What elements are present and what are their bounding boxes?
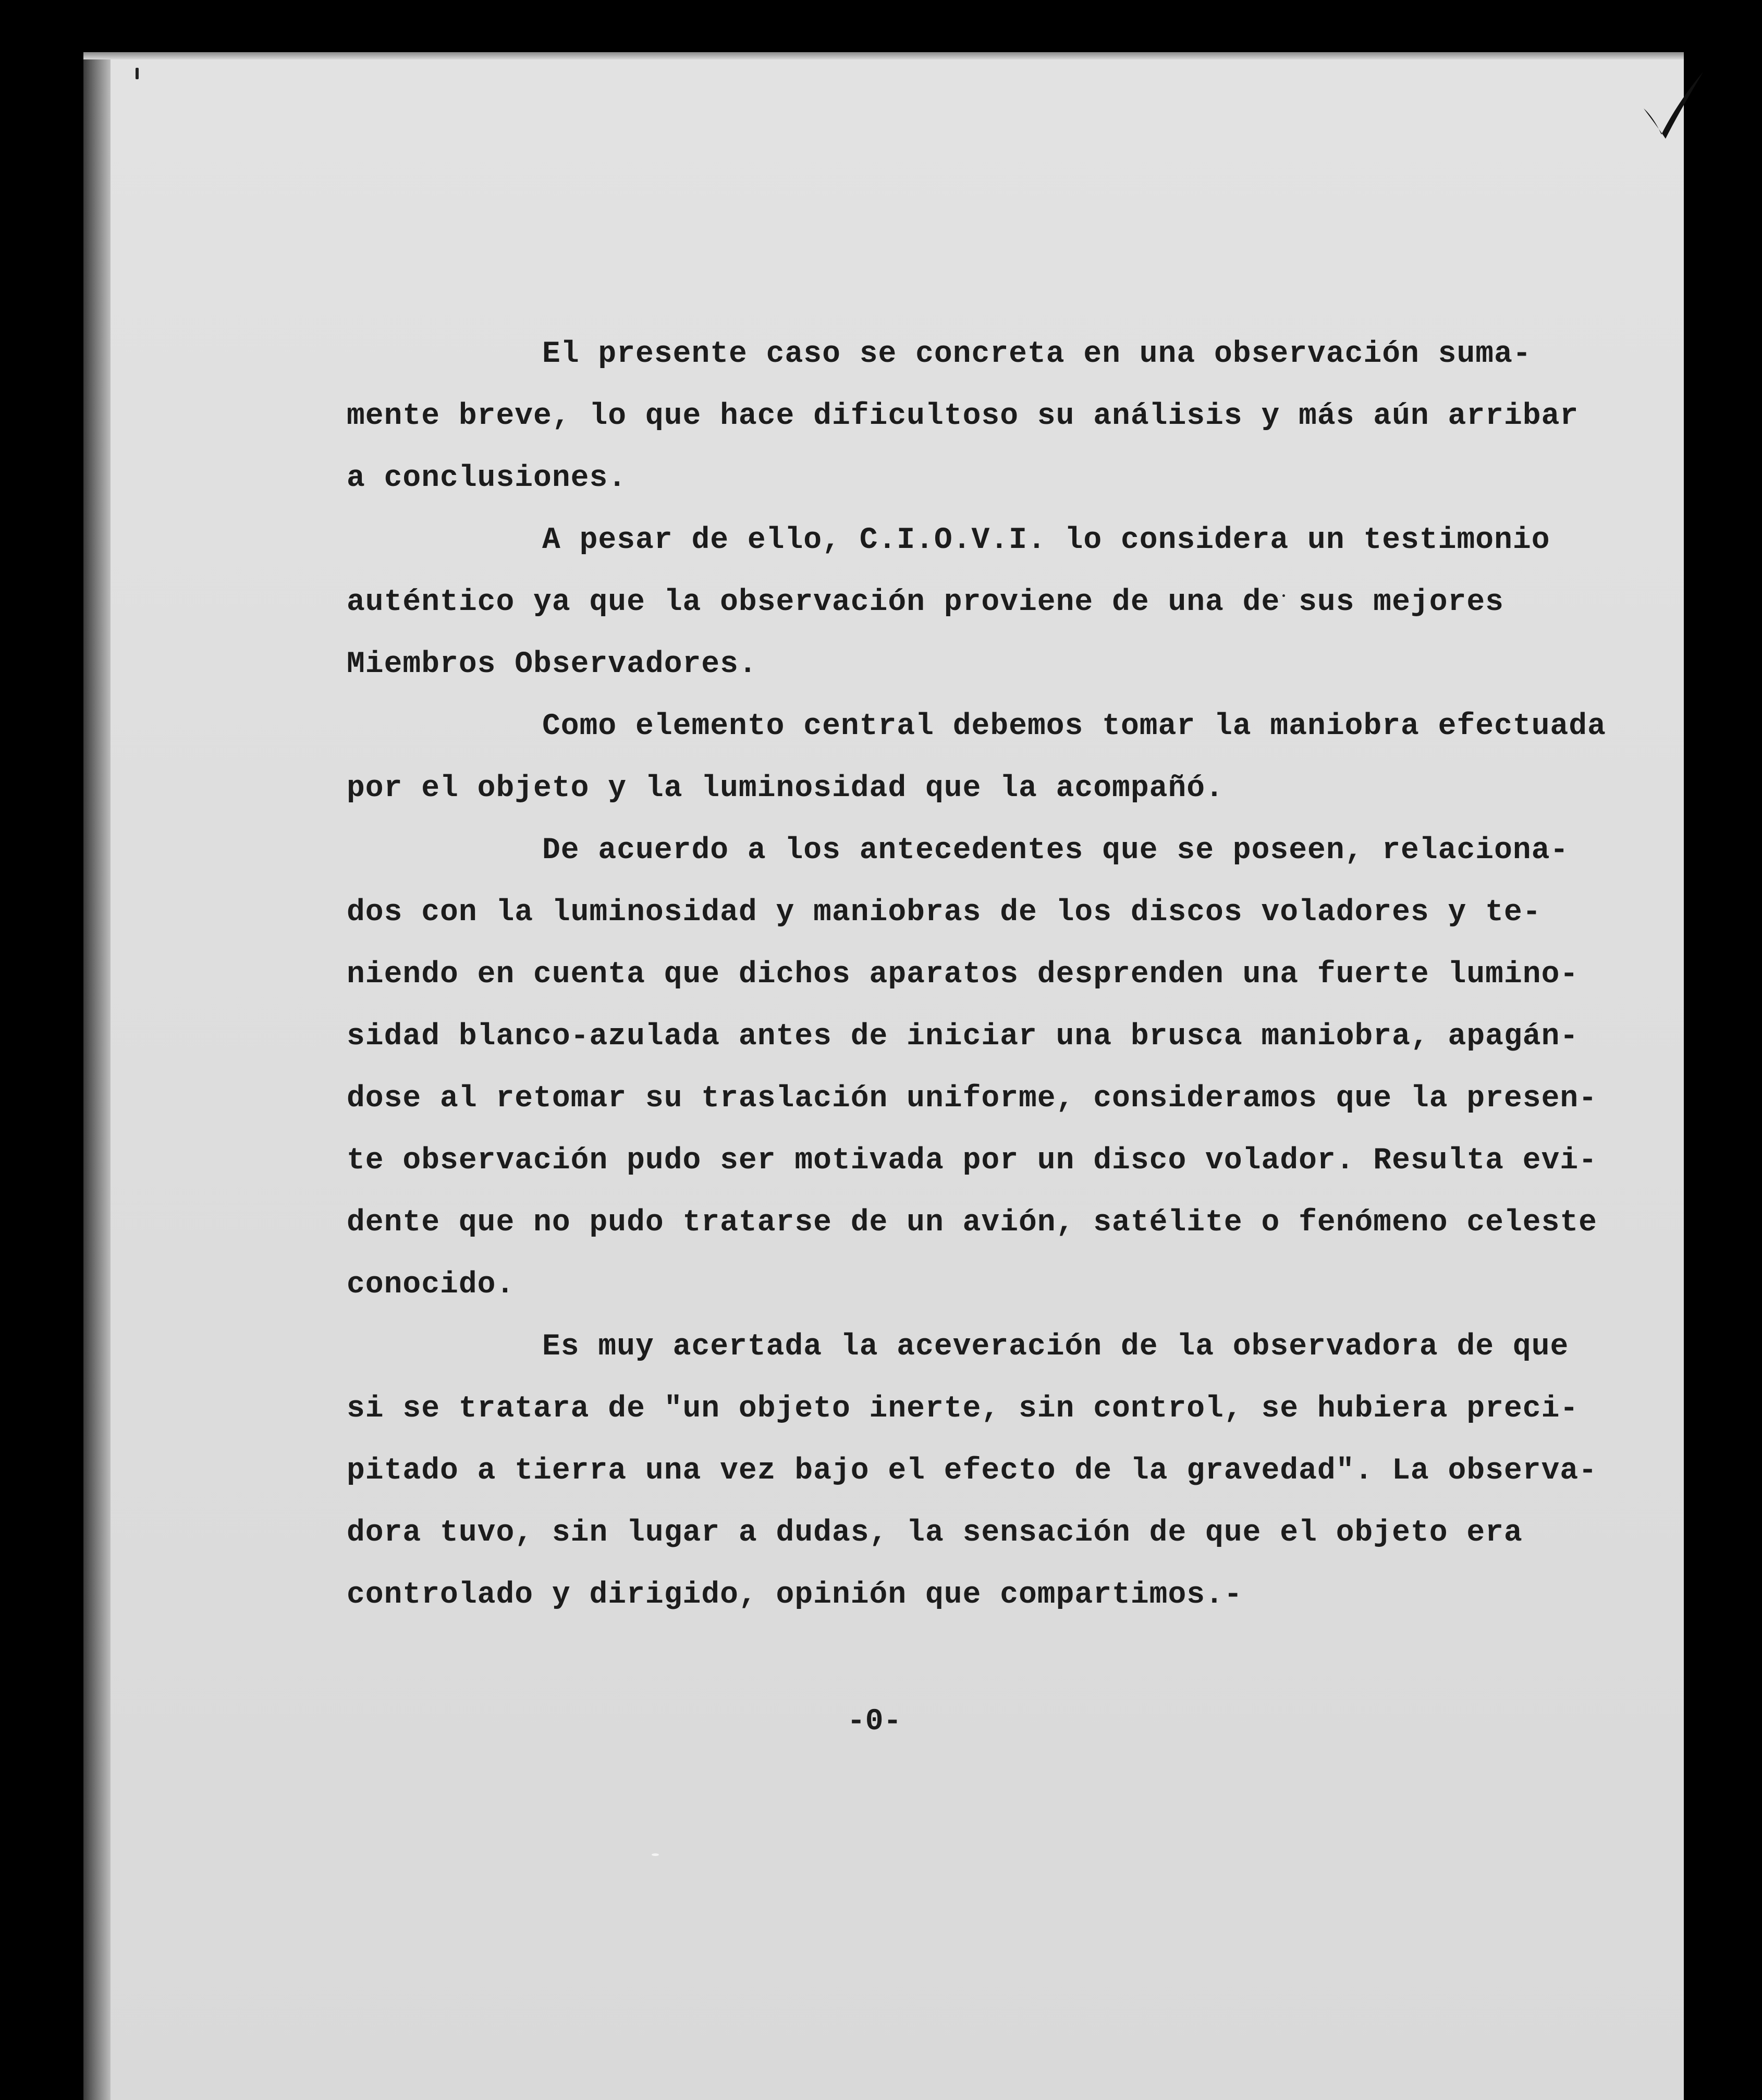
text-line: dora tuvo, sin lugar a dudas, la sensación de que el objeto era — [347, 1516, 1523, 1550]
paragraph-2 — [347, 509, 1666, 695]
paragraph-1 — [347, 323, 1666, 509]
text-line: por el objeto y la luminosidad que la acompañó. — [347, 772, 1224, 805]
text-line: El presente caso se concreta en una observación suma- — [542, 337, 1532, 371]
text-line: auténtico ya que la observación proviene de una de sus mejores — [347, 585, 1504, 619]
text-line: sidad blanco-azulada antes de iniciar una brusca maniobra, apagán- — [347, 1020, 1579, 1054]
document-body — [347, 323, 1666, 1626]
text-line: controlado y dirigido, opinión que compartimos.- — [347, 1578, 1243, 1612]
end-mark: -0- — [847, 1705, 902, 1739]
page-left-shadow — [83, 52, 111, 2100]
text-line: niendo en cuenta que dichos aparatos desprenden una fuerte lumino- — [347, 958, 1579, 992]
scan-right-border — [1684, 52, 1762, 2100]
text-line: De acuerdo a los antecedentes que se poseen, relaciona- — [542, 834, 1569, 868]
text-line: a conclusiones. — [347, 461, 627, 495]
text-line: Es muy acertada la aceveración de la observadora de que — [542, 1330, 1569, 1364]
paragraph-3 — [347, 695, 1666, 820]
text-line: dose al retomar su traslación uniforme, consideramos que la presen- — [347, 1082, 1597, 1116]
text-line: Como elemento central debemos tomar la maniobra efectuada — [542, 710, 1606, 743]
text-line: dos con la luminosidad y maniobras de los discos voladores y te- — [347, 896, 1541, 930]
scan-speck — [652, 1853, 659, 1856]
text-line: dente que no pudo tratarse de un avión, satélite o fenómeno celeste — [347, 1206, 1597, 1240]
paragraph-5 — [347, 1316, 1666, 1626]
paragraph-4 — [347, 820, 1666, 1316]
text-line: si se tratara de "un objeto inerte, sin control, se hubiera preci- — [347, 1392, 1579, 1426]
checkmark-icon — [1639, 68, 1707, 141]
text-line: conocido. — [347, 1268, 515, 1302]
text-line: mente breve, lo que hace dificultoso su análisis y más aún arribar — [347, 399, 1579, 433]
text-line: pitado a tierra una vez bajo el efecto de la gravedad". La observa- — [347, 1454, 1597, 1488]
page-top-edge — [83, 52, 1684, 59]
scan-speck — [136, 68, 139, 79]
text-line: te observación pudo ser motivada por un disco volador. Resulta evi- — [347, 1144, 1597, 1178]
text-line: Miembros Observadores. — [347, 648, 757, 681]
text-line: A pesar de ello, C.I.O.V.I. lo considera un testimonio — [542, 523, 1550, 557]
